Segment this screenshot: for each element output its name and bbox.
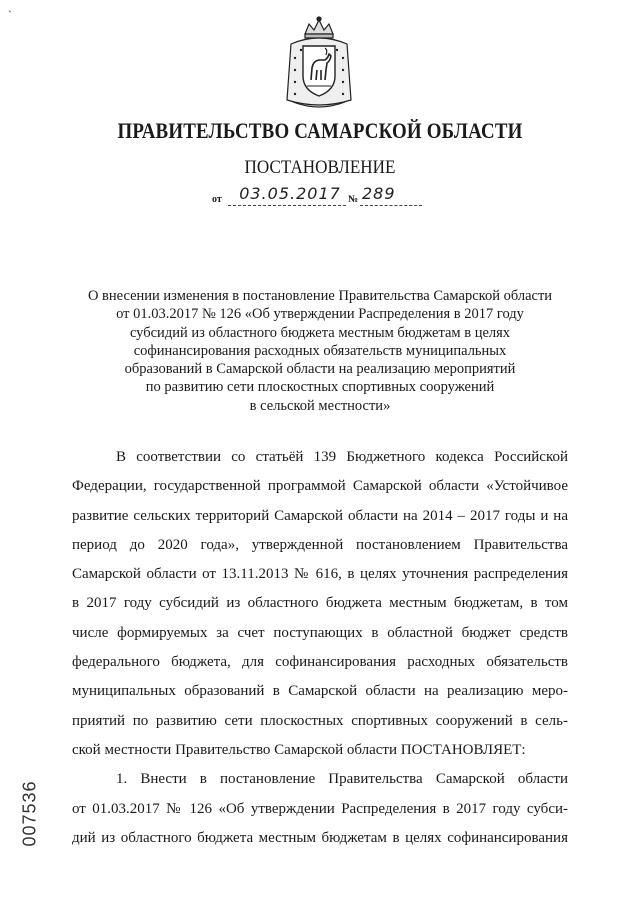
document-number: 289 [362,184,396,203]
body-line: период до 2020 года», утвержденной постановлением Правительства [72,536,568,553]
heading-line: по развитию сети плоскостных спортивных сооружений [145,379,495,396]
coat-of-arms-emblem [281,14,357,112]
shield-icon [303,46,335,96]
document-date: 03.05.2017 [239,184,341,203]
body-line: в 2017 году субсидий из областного бюджета местным бюджетам, в том [72,595,568,612]
heading-line: от 01.03.2017 № 126 «Об утверждении Распределения в 2017 году [116,306,524,323]
corner-mark: ` [8,8,12,22]
government-title: ПРАВИТЕЛЬСТВО САМАРСКОЙ ОБЛАСТИ [117,118,523,143]
body-line: числе формируемых за счет поступающих в областной бюджет средств [72,624,568,641]
date-prefix: от [212,194,222,205]
number-prefix: № [348,194,359,205]
body-line: Федерации, государственной программой Самарской области «Устойчивое [72,478,568,495]
side-registration-number [18,775,40,855]
side-number-text: 007536 [19,780,40,847]
document-heading [60,287,580,415]
heading-line: субсидий из областного бюджета местным бюджетам в целях [129,324,511,341]
document-body [72,443,568,853]
body-line: 1. Внести в постановление Правительства Самарской области [116,771,568,788]
body-line: Самарской области от 13.11.2013 № 616, в целях уточнения распределения [72,566,568,583]
body-line: ской местности Правительство Самарской области ПОСТАНОВЛЯЕТ: [72,741,526,758]
body-line: муниципальных образований в Самарской области на реализацию меро- [72,683,568,700]
heading-line: О внесении изменения в постановление Правительства Самарской области [87,288,553,304]
number-underline [360,205,422,206]
crown-icon [305,17,333,38]
date-number-line [212,186,422,210]
heading-line: софинансирования расходных обязательств муниципальных [133,342,507,359]
body-line: федерального бюджета, для софинансирования расходных обязательств [72,654,568,671]
body-line: дий из областного бюджета местным бюджетам в целях софинансирования [72,829,568,846]
date-underline [228,205,346,206]
document-type: ПОСТАНОВЛЕНИЕ [244,157,396,178]
body-line: В соответствии со статьёй 139 Бюджетного кодекса Российской [116,449,568,465]
heading-line: образований в Самарской области на реализацию мероприятий [124,361,516,378]
body-line: развитие сельских территорий Самарской области на 2014 – 2017 годы и на [72,507,568,524]
heading-line: в сельской местности» [249,397,391,414]
body-line: от 01.03.2017 № 126 «Об утверждении Распределения в 2017 году субси- [72,800,568,817]
body-line: приятий по развитию сети плоскостных спортивных сооружений в сель- [72,712,568,729]
